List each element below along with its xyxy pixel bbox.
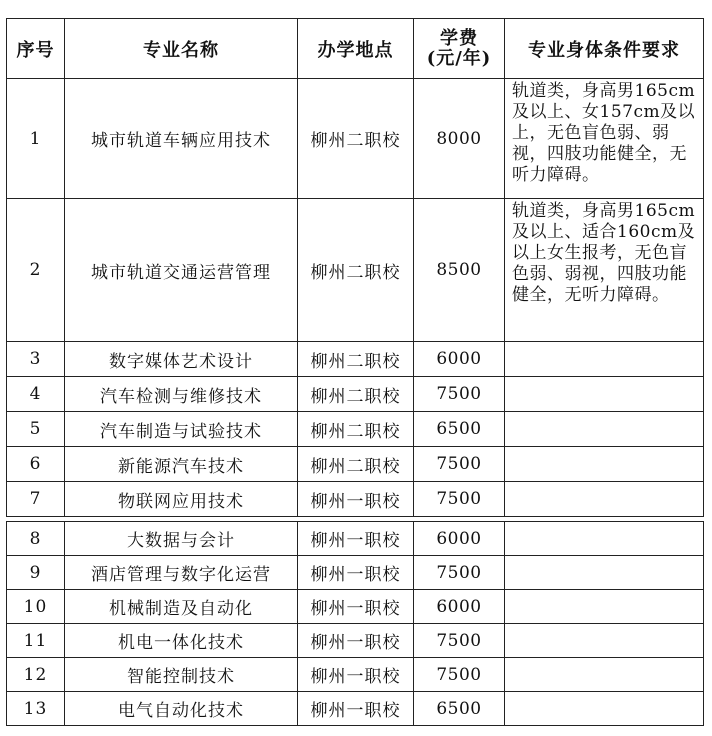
cell-location: 柳州一职校 (298, 658, 414, 692)
enrollment-table-container (6, 18, 704, 726)
cell-location: 柳州二职校 (298, 412, 414, 447)
cell-seq: 3 (7, 342, 65, 377)
cell-location: 柳州一职校 (298, 556, 414, 590)
cell-major: 物联网应用技术 (65, 482, 298, 517)
cell-major: 城市轨道交通运营管理 (65, 199, 298, 342)
cell-requirement (505, 658, 704, 692)
cell-requirement (505, 692, 704, 726)
cell-seq: 12 (7, 658, 65, 692)
cell-seq: 13 (7, 692, 65, 726)
table-row (7, 447, 704, 482)
cell-requirement: 轨道类，身高男165cm及以上、女157cm及以上，无色盲色弱、弱视，四肢功能健全，无听力障碍。 (505, 79, 704, 199)
cell-fee: 6500 (414, 692, 505, 726)
cell-fee: 6500 (414, 412, 505, 447)
cell-seq: 10 (7, 590, 65, 624)
table-row (7, 658, 704, 692)
cell-major: 汽车检测与维修技术 (65, 377, 298, 412)
cell-requirement (505, 590, 704, 624)
table-row (7, 377, 704, 412)
cell-location: 柳州一职校 (298, 624, 414, 658)
cell-requirement: 轨道类，身高男165cm及以上、适合160cm及以上女生报考，无色盲色弱、弱视，四肢功能健全，无听力障碍。 (505, 199, 704, 342)
cell-seq: 8 (7, 522, 65, 556)
table-row (7, 624, 704, 658)
cell-major: 新能源汽车技术 (65, 447, 298, 482)
table-row (7, 482, 704, 517)
cell-seq: 7 (7, 482, 65, 517)
cell-fee: 7500 (414, 377, 505, 412)
cell-requirement (505, 412, 704, 447)
cell-location: 柳州二职校 (298, 447, 414, 482)
cell-fee: 7500 (414, 447, 505, 482)
cell-seq: 2 (7, 199, 65, 342)
cell-seq: 5 (7, 412, 65, 447)
cell-seq: 11 (7, 624, 65, 658)
header-fee (414, 19, 505, 79)
cell-major: 电气自动化技术 (65, 692, 298, 726)
cell-requirement (505, 482, 704, 517)
cell-major: 城市轨道车辆应用技术 (65, 79, 298, 199)
cell-location: 柳州二职校 (298, 79, 414, 199)
cell-seq: 9 (7, 556, 65, 590)
header-major: 专业名称 (65, 19, 298, 79)
enrollment-table (6, 18, 704, 726)
header-fee-line1: 学费 (440, 27, 478, 49)
cell-major: 数字媒体艺术设计 (65, 342, 298, 377)
cell-requirement (505, 342, 704, 377)
cell-seq: 4 (7, 377, 65, 412)
cell-requirement (505, 556, 704, 590)
cell-fee: 8000 (414, 79, 505, 199)
cell-fee: 8500 (414, 199, 505, 342)
cell-location: 柳州一职校 (298, 692, 414, 726)
cell-major: 酒店管理与数字化运营 (65, 556, 298, 590)
cell-requirement (505, 624, 704, 658)
cell-location: 柳州一职校 (298, 590, 414, 624)
table-row (7, 692, 704, 726)
cell-fee: 7500 (414, 556, 505, 590)
cell-requirement (505, 522, 704, 556)
cell-fee: 7500 (414, 658, 505, 692)
cell-location: 柳州二职校 (298, 199, 414, 342)
cell-fee: 7500 (414, 624, 505, 658)
cell-location: 柳州二职校 (298, 342, 414, 377)
cell-requirement (505, 377, 704, 412)
cell-fee: 6000 (414, 590, 505, 624)
table-row (7, 556, 704, 590)
cell-major: 机械制造及自动化 (65, 590, 298, 624)
cell-major: 机电一体化技术 (65, 624, 298, 658)
cell-location: 柳州二职校 (298, 377, 414, 412)
cell-major: 汽车制造与试验技术 (65, 412, 298, 447)
cell-fee: 7500 (414, 482, 505, 517)
header-seq: 序号 (7, 19, 65, 79)
cell-major: 智能控制技术 (65, 658, 298, 692)
cell-seq: 6 (7, 447, 65, 482)
table-row (7, 412, 704, 447)
cell-fee: 6000 (414, 522, 505, 556)
cell-seq: 1 (7, 79, 65, 199)
header-row (7, 19, 704, 79)
cell-fee: 6000 (414, 342, 505, 377)
table-row (7, 522, 704, 556)
cell-requirement (505, 447, 704, 482)
cell-location: 柳州一职校 (298, 482, 414, 517)
table-row (7, 590, 704, 624)
header-location: 办学地点 (298, 19, 414, 79)
cell-major: 大数据与会计 (65, 522, 298, 556)
header-requirement: 专业身体条件要求 (505, 19, 704, 79)
table-row (7, 199, 704, 342)
table-row (7, 342, 704, 377)
cell-location: 柳州一职校 (298, 522, 414, 556)
header-fee-line2: (元/年) (426, 47, 492, 69)
table-row (7, 79, 704, 199)
